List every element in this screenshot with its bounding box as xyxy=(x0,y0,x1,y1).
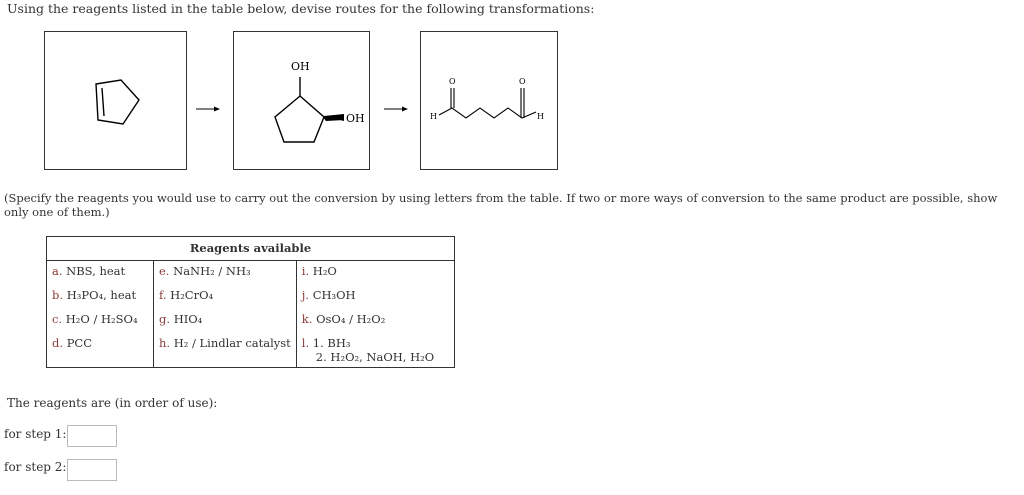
reagent-letter: c. xyxy=(52,312,63,326)
reagent-text: NaNH₂ / NH₃ xyxy=(173,264,251,278)
pentanedial-structure xyxy=(420,31,558,170)
step1-input[interactable] xyxy=(67,425,117,447)
hydroxyl-label-right: OH xyxy=(346,112,365,125)
reagent-letter: j. xyxy=(301,288,310,302)
carbonyl-o-left: O xyxy=(449,77,456,86)
reaction-arrow-2 xyxy=(384,98,408,106)
table-row xyxy=(47,261,455,286)
table-row xyxy=(47,285,455,309)
reagent-letter: h. xyxy=(159,336,171,350)
step2-input[interactable] xyxy=(67,459,117,481)
reagent-text: H₂O / H₂SO₄ xyxy=(65,312,138,326)
reagent-letter: a. xyxy=(52,264,63,278)
cyclopentene-structure xyxy=(44,31,187,170)
reagent-text: 1. BH₃ xyxy=(312,336,351,350)
reagent-text: PCC xyxy=(66,336,93,350)
cyclopentene-drawing xyxy=(45,32,186,169)
reagent-text: NBS, heat xyxy=(66,264,126,278)
step1-label: for step 1: xyxy=(4,427,67,441)
aldehyde-h-right: H xyxy=(537,112,544,121)
pentanedial-drawing xyxy=(421,32,557,169)
table-row xyxy=(47,309,455,333)
reagent-letter: e. xyxy=(159,264,170,278)
reagent-letter: l. xyxy=(301,336,310,350)
reagent-text: 2. H₂O₂, NaOH, H₂O xyxy=(315,350,435,364)
question-instructions: (Specify the reagents you would use to carry out the conversion by using letters from the table. If two or more ways of conversion to the same product are possible, show only one of them.) xyxy=(4,191,998,219)
reagent-text: H₃PO₄, heat xyxy=(66,288,137,302)
carbonyl-o-right: O xyxy=(519,77,526,86)
reagent-letter: d. xyxy=(52,336,64,350)
reaction-arrow-1 xyxy=(196,98,220,106)
reagents-table xyxy=(46,236,455,368)
reagents-table-title: Reagents available xyxy=(47,237,455,261)
reagent-letter: f. xyxy=(159,288,167,302)
aldehyde-h-left: H xyxy=(430,112,437,121)
cyclopentanediol-drawing xyxy=(234,32,369,169)
reagent-letter: k. xyxy=(301,312,313,326)
answer-prompt: The reagents are (in order of use): xyxy=(7,396,218,410)
reagent-text: H₂O xyxy=(312,264,337,278)
reagent-text: OsO₄ / H₂O₂ xyxy=(316,312,386,326)
question-intro: Using the reagents listed in the table below, devise routes for the following transformations: xyxy=(7,1,595,16)
table-row xyxy=(47,333,455,368)
hydroxyl-label-top: OH xyxy=(291,60,310,73)
reagent-text: HIO₄ xyxy=(173,312,203,326)
step2-label: for step 2: xyxy=(4,460,67,474)
cyclopentanediol-structure xyxy=(233,31,370,170)
reagent-text: H₂ / Lindlar catalyst xyxy=(173,336,291,350)
reagent-letter: i. xyxy=(301,264,310,278)
reagent-text: H₂CrO₄ xyxy=(170,288,214,302)
reagent-letter: g. xyxy=(159,312,171,326)
reagent-text: CH₃OH xyxy=(312,288,356,302)
reagent-letter: b. xyxy=(52,288,64,302)
